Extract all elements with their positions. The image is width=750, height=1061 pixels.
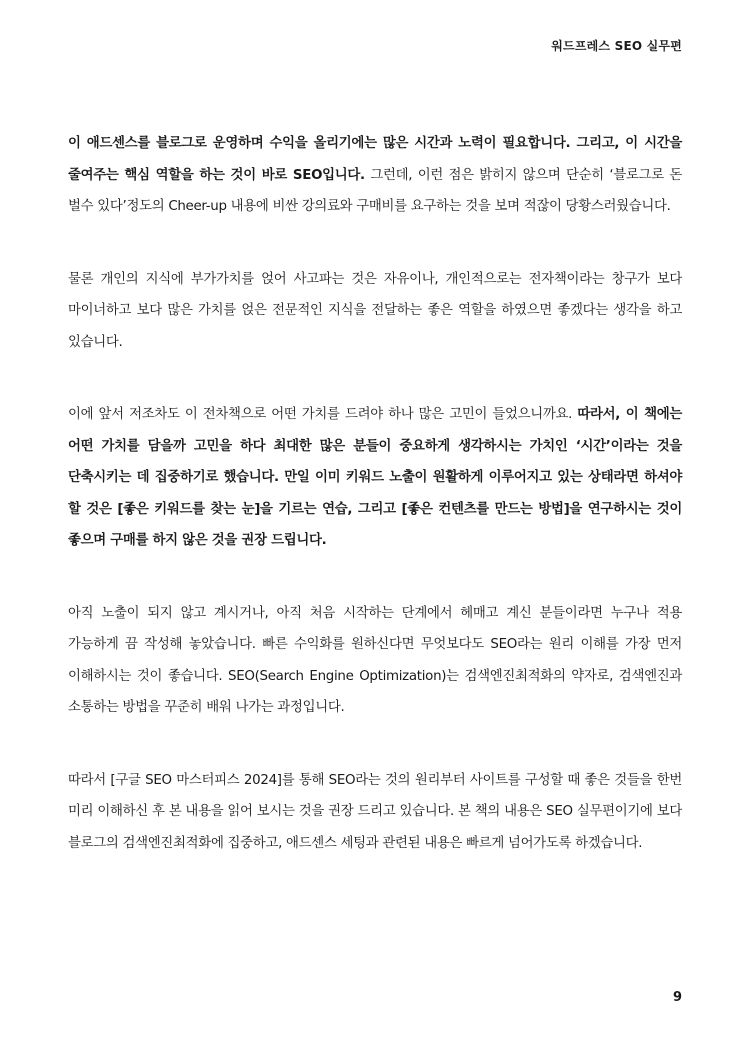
paragraph xyxy=(68,598,682,724)
paragraph xyxy=(68,399,682,557)
body-text xyxy=(68,128,682,859)
text-segment: 아직 노출이 되지 않고 계시거나, 아직 처음 시작하는 단계에서 헤매고 계신 분들이라면 누구나 적용 가능하게 끔 작성해 놓았습니다. 빠른 수익화를 원하신다면 무엇보다도 SEO라는 원리 이해를 가장 먼저 이해하시는 것이 좋습니다. SEO(Search Engine Optimization)는 검색엔진최적화의 약자로, 검색엔진과 소통하는 방법을 꾸준히 배워 나가는 과정입니다. xyxy=(68,605,682,715)
text-segment: 물론 개인의 지식에 부가가치를 얹어 사고파는 것은 자유이나, 개인적으로는 전자책이라는 창구가 보다 마이너하고 보다 많은 가치를 얹은 전문적인 지식을 전달하는 좋은 역할을 하였으면 좋겠다는 생각을 하고 있습니다. xyxy=(68,271,682,350)
paragraph xyxy=(68,765,682,860)
text-segment: 따라서 [구글 SEO 마스터피스 2024]를 통해 SEO라는 것의 원리부터 사이트를 구성할 때 좋은 것들을 한번 미리 이해하신 후 본 내용을 읽어 보시는 것을 권장 드리고 있습니다. 본 책의 내용은 SEO 실무편이기에 보다 블로그의 검색엔진최적화에 집중하고, 애드센스 세팅과 관련된 내용은 빠르게 넘어가도록 하겠습니다. xyxy=(68,772,682,851)
page-number: 9 xyxy=(672,990,682,1005)
bold-segment: 따라서, 이 책에는 어떤 가치를 담을까 고민을 하다 최대한 많은 분들이 중요하게 생각하시는 가치인 ‘시간’이라는 것을 단축시키는 데 집중하기로 했습니다. 만일 이미 키워드 노출이 원활하게 이루어지고 있는 상태라면 하셔야 할 것은 [좋은 키워드를 찾는 눈]을 기르는 연습, 그리고 [좋은 컨텐츠를 만드는 방법]을 연구하시는 것이 좋으며 구매를 하지 않은 것을 권장 드립니다. xyxy=(68,407,682,548)
text-segment: 이에 앞서 저조차도 이 전차책으로 어떤 가치를 드려야 하나 많은 고민이 들었으니까요. xyxy=(68,407,578,422)
running-header: 워드프레스 SEO 실무편 xyxy=(551,39,682,53)
paragraph xyxy=(68,128,682,223)
text-segment: 그런데, 이런 점은 밝히지 않으며 단순히 ‘블로그로 돈 벌수 있다’정도의 Cheer-up 내용에 비싼 강의료와 구매비를 요구하는 것을 보며 적잖이 당황스러웠습니다. xyxy=(68,167,683,214)
paragraph xyxy=(68,264,682,359)
bold-segment: 이 애드센스를 블로그로 운영하며 수익을 올리기에는 많은 시간과 노력이 필요합니다. 그리고, 이 시간을 줄여주는 핵심 역할을 하는 것이 바로 SEO입니다. xyxy=(68,136,682,183)
